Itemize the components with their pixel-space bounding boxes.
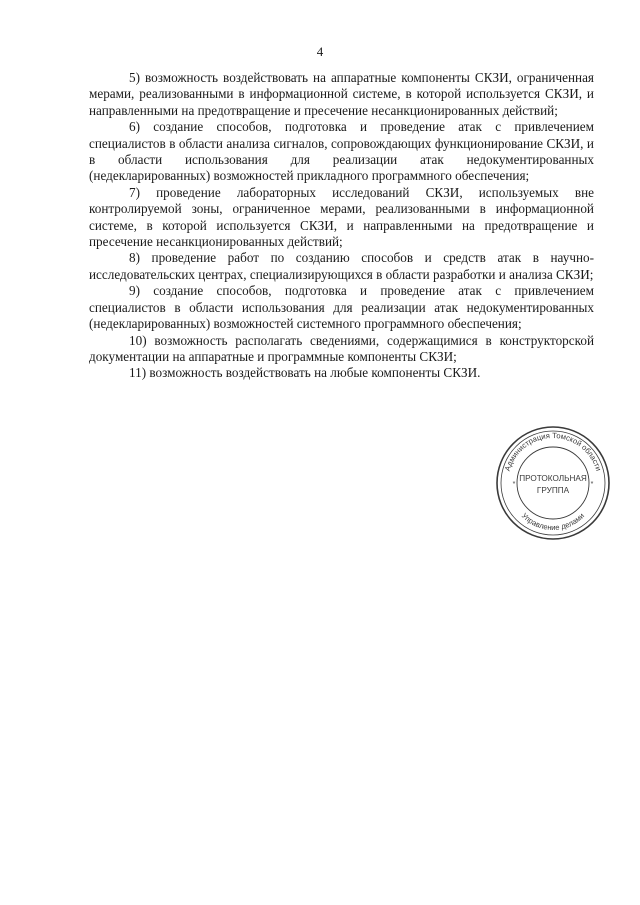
list-item-11: 11) возможность воздействовать на любые компоненты СКЗИ. [129, 365, 481, 381]
official-stamp [494, 424, 612, 542]
stamp-inner-line-1: ПРОТОКОЛЬНАЯ [519, 474, 587, 483]
list-item-9: 9) создание способов, подготовка и проведение атак с привлечением специалистов в области использования для реализации атак недокументированных (недекларированных) возможностей системного программного обеспечения; [89, 283, 594, 332]
stamp-graphic [494, 424, 612, 542]
list-item-7: 7) проведение лабораторных исследований СКЗИ, используемых вне контролируемой зоны, ограниченное мерами, реализованными в информационной системе, в которой используется СКЗИ, и направленными на предотвращение и пресечение несанкционированных действий; [89, 184, 594, 250]
stamp-outer-top-text: Администрация Томской области [502, 430, 604, 473]
document-body [89, 70, 594, 382]
list-item-5: 5) возможность воздействовать на аппаратные компоненты СКЗИ, ограниченная мерами, реализованными в информационной системе, в которой используется СКЗИ, и направленными на предотвращение и пресечение несанкционированных действий; [89, 70, 594, 118]
page-number: 4 [316, 44, 324, 59]
list-item-8: 8) проведение работ по созданию способов и средств атак в научно-исследовательских центрах, специализирующихся в области разработки и анализа СКЗИ; [89, 250, 594, 282]
stamp-star-right: * [590, 481, 594, 488]
list-item-6: 6) создание способов, подготовка и проведение атак с привлечением специалистов в области анализа сигналов, сопровождающих функционирование СКЗИ, и в области использования для реализации атак недокументированных (недекларированных) возможностей прикладного программного обеспечения; [89, 119, 594, 184]
stamp-inner-line-2: ГРУППА [536, 486, 570, 495]
stamp-star-left: * [512, 481, 516, 488]
stamp-outer-bottom-text: Управление делами [519, 511, 587, 533]
list-item-10: 10) возможность располагать сведениями, содержащимися в конструкторской документации на аппаратные и программные компоненты СКЗИ; [89, 332, 594, 364]
